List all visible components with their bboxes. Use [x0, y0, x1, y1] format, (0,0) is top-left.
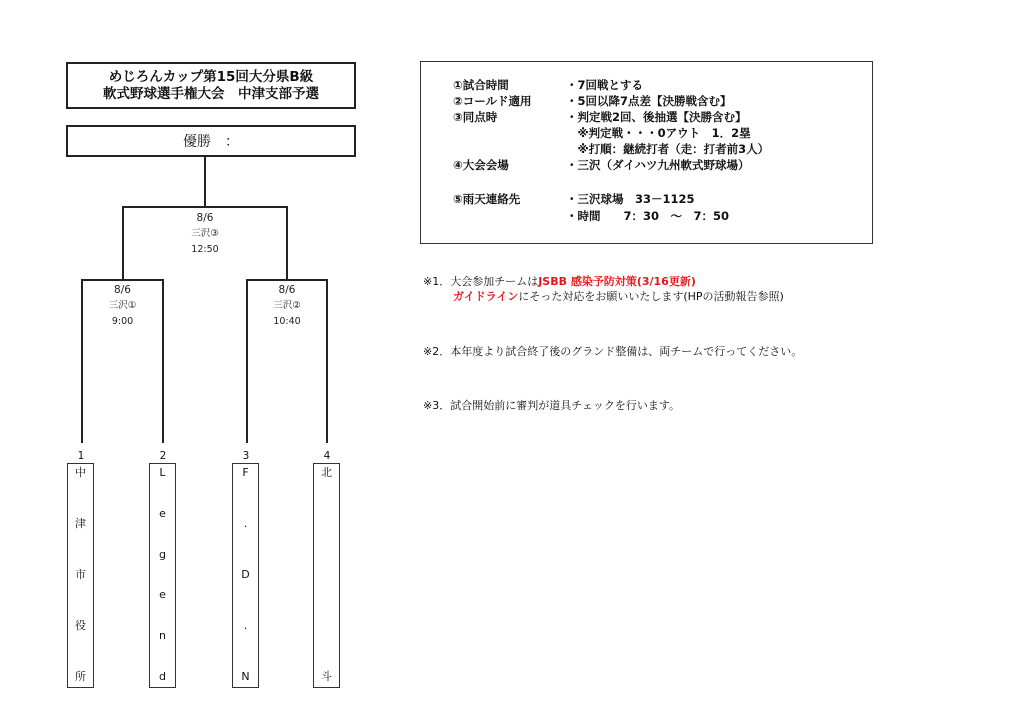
note-1-suffix: にそった対応をお願いいたします(HPの活動報告参照) — [518, 290, 784, 303]
team-3-char: F — [242, 466, 249, 479]
team-1-char: 市 — [75, 568, 86, 581]
team-2-char: e — [159, 588, 166, 602]
rule-label-3: ③同点時 — [453, 110, 498, 124]
tournament-title-box — [66, 62, 356, 109]
seed-3: 3 — [242, 450, 250, 462]
bracket-line-final-left — [122, 206, 124, 279]
rule-label-4: ④大会会場 — [453, 158, 509, 172]
rule-label-2: ②コールド適用 — [453, 94, 532, 108]
final-match-info — [164, 210, 246, 258]
team-2-char: n — [159, 629, 166, 643]
note-1-red-link[interactable]: JSBB 感染予防対策(3/16更新) — [538, 275, 696, 288]
rule-value-4: ・三沢（ダイハツ九州軟式野球場） — [566, 158, 750, 172]
team-3-char: N — [241, 670, 250, 683]
semi2-date: 8/6 — [278, 284, 296, 296]
note-1-line-1 — [423, 274, 696, 289]
rule-label-5: ⑤雨天連絡先 — [453, 192, 521, 206]
team-box-2 — [149, 463, 176, 688]
semi2-time: 10:40 — [273, 316, 301, 327]
team-3-char: . — [243, 619, 248, 632]
note-2: ※2．本年度より試合終了後のグランド整備は、両チームで行ってください。 — [423, 345, 803, 358]
team-4-char: 北 — [321, 466, 332, 479]
note-1-line-2 — [453, 289, 784, 304]
note-3: ※3．試合開始前に審判が道具チェックを行います。 — [423, 399, 681, 412]
bracket-line-final-top — [122, 206, 288, 208]
team-box-1 — [67, 463, 94, 688]
seed-1: 1 — [77, 450, 85, 462]
team-1-char: 役 — [75, 619, 86, 632]
bracket-line-semi2-top — [246, 279, 328, 281]
rule-value-3b: ※打順：継続打者（走：打者前3人） — [566, 142, 770, 156]
team-box-4 — [313, 463, 340, 688]
note-1-prefix: ※1．大会参加チームは — [423, 275, 539, 288]
team-1-char: 所 — [75, 670, 86, 683]
semi1-date: 8/6 — [114, 284, 131, 296]
team-1-char: 中 — [75, 466, 86, 479]
semi1-time: 9:00 — [111, 316, 134, 327]
rule-value-2: ・5回以降7点差【決勝戦含む】 — [566, 94, 732, 108]
semi1-match-info — [81, 282, 164, 330]
rule-label-1: ①試合時間 — [453, 78, 509, 92]
rule-value-5b: ・時間 7：30 ～ 7：50 — [566, 209, 730, 223]
final-time: 12:50 — [191, 244, 219, 255]
rule-value-5: ・三沢球場 33－1125 — [566, 192, 695, 206]
final-venue: 三沢③ — [191, 228, 219, 239]
rule-value-3a: ※判定戦・・・0アウト 1．2塁 — [566, 126, 751, 140]
bracket-line-final-right — [286, 206, 288, 279]
team-box-3 — [232, 463, 259, 688]
team-2-char: L — [159, 466, 166, 479]
team-2-char: e — [159, 506, 166, 520]
seed-2: 2 — [159, 450, 167, 462]
rule-value-3: ・判定戦2回、後抽選【決勝含む】 — [566, 110, 747, 124]
seed-4: 4 — [323, 450, 331, 462]
winner-box — [66, 125, 356, 157]
rule-value-1: ・7回戦とする — [566, 78, 644, 92]
team-3-char: D — [241, 568, 250, 581]
title-line-2: 軟式野球選手権大会 中津支部予選 — [103, 86, 319, 102]
title-line-1: めじろんカップ第15回大分県B級 — [108, 69, 314, 85]
final-date: 8/6 — [196, 212, 214, 224]
semi2-match-info — [246, 282, 328, 330]
bracket-line-winner — [204, 157, 206, 207]
semi1-venue: 三沢① — [108, 300, 137, 311]
bracket-line-semi1-top — [81, 279, 164, 281]
team-1-char: 津 — [75, 517, 86, 530]
team-2-char: g — [159, 547, 166, 561]
team-4-char: 斗 — [321, 670, 332, 683]
team-3-char: . — [243, 517, 248, 530]
winner-label: 優勝 ： — [183, 134, 239, 150]
semi2-venue: 三沢② — [273, 300, 301, 311]
team-2-char: d — [159, 669, 166, 683]
note-1-guideline-link[interactable]: ガイドライン — [453, 290, 519, 303]
